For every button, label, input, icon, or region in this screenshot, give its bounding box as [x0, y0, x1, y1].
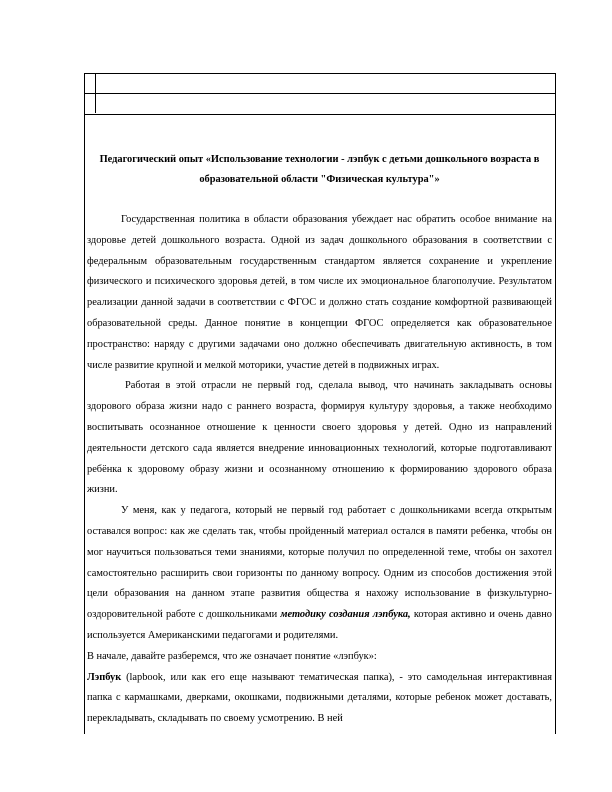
table-cell-2 [85, 94, 96, 113]
paragraph-5 [87, 668, 552, 730]
lapbook-term: Лэпбук [87, 671, 122, 683]
paragraph-1: Государственная политика в области образования убеждает нас обратить особое внимание на здоровье детей дошкольного возраста. Одной из задач дошкольного образования в соответствии с федеральным образовательным государственным стандартом является сохранение и укрепление физического и психического здоровья детей, в том числе их эмоциональное благополучие. Результатом реализации данной задачи в соответствии с ФГОС и должно стать создание комфортной развивающей образовательной среды. Данное понятие в концепции ФГОС определяется как образовательное пространство: наряду с другими задачами оно должно обеспечивать двигательную активность, в том числе развитие крупной и мелкой моторики, участие детей в подвижных играх. [87, 214, 552, 371]
document-body [87, 150, 552, 730]
paragraph-3-end: которая активно и очень давно используется Американскими педагогами и родителями. [87, 609, 552, 641]
paragraph-5-text: (lapbook, или как его еще называют тематическая папка), - это самодельная интерактивная папка с кармашками, дверками, окошками, подвижными деталями, которые ребенок может доставать, перекладывать, складывать по своему усмотрению. В ней [87, 671, 552, 725]
document-title: Педагогический опыт «Использование технологии - лэпбук с детьми дошкольного возраста в образовательной области "Физическая культура"» [99, 154, 540, 185]
table-cell-1 [85, 74, 96, 93]
table-divider-2 [85, 114, 555, 115]
paragraph-4: В начале, давайте разберемся, что же означает понятие «лэпбук»: [87, 650, 377, 662]
paragraph-3-start: У меня, как у педагога, который не первый год работает с дошкольниками всегда открытым оставался вопрос: как же сделать так, чтобы пройденный материал остался в памяти ребенка, чтобы он мог научиться пользоваться теми знаниями, которые получил по определенной теме, чтобы он захотел самостоятельно расширить свои горизонты по данному вопросу. Одним из способов достижения этой цели образования на данном этапе развития общества я нахожу использование в физкультурно-оздоровительной работе с дошкольниками [87, 505, 552, 621]
lapbook-method-emphasis: методику создания лэпбука, [280, 609, 411, 621]
table-divider-1 [85, 93, 555, 94]
paragraph-3 [87, 501, 552, 647]
paragraph-2: Работая в этой отрасли не первый год, сделала вывод, что начинать закладывать основы здорового образа жизни надо с раннего возраста, формируя культуру здоровья, а также необходимо воспитывать осознанное отношение к ценности своего здоровья у детей. Одно из направлений деятельности детского сада является внедрение инновационных технологий, которые подготавливают ребёнка к здоровому образу жизни и осознанному отношению к формированию здорового образа жизни. [87, 380, 552, 496]
